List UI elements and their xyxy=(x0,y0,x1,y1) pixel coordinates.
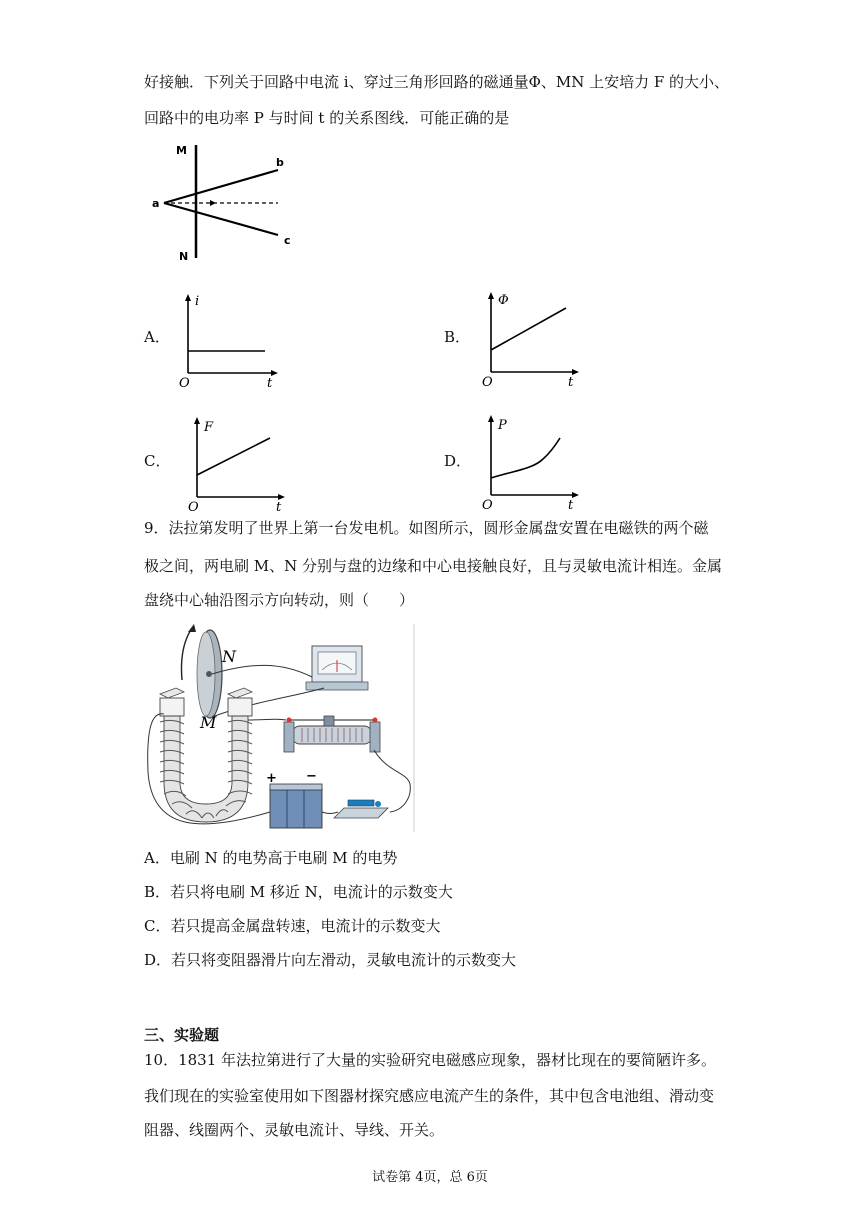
q9-text-line-2: 极之间，两电刷 M、N 分别与盘的边缘和中心电接触良好，且与灵敏电流计相连。金属 xyxy=(144,557,723,575)
q8-option-a-label[interactable]: A． xyxy=(144,328,170,346)
q8-option-c-ylabel: F xyxy=(204,420,214,435)
q9-fig-label-N: N xyxy=(222,647,236,666)
q8-option-d-xlabel: t xyxy=(568,498,574,513)
q8-option-a-xlabel: t xyxy=(267,376,273,391)
q9-option-d[interactable]: D．若只将变阻器滑片向左滑动，灵敏电流计的示数变大 xyxy=(144,951,517,969)
q8-fig-label-c: c xyxy=(284,234,291,247)
q8-option-c-origin: O xyxy=(188,500,199,515)
q8-option-d-ylabel: P xyxy=(498,418,507,433)
q8-text-line-1: 好接触．下列关于回路中电流 i、穿过三角形回路的磁通量Φ、MN 上安培力 F 的大小、 xyxy=(144,73,730,91)
q9-battery-minus: − xyxy=(306,769,317,784)
q9-text-line-3: 盘绕中心轴沿图示方向转动，则（ ） xyxy=(144,591,415,609)
q8-option-c-graph xyxy=(184,415,294,513)
q9-option-b[interactable]: B．若只将电刷 M 移近 N，电流计的示数变大 xyxy=(144,883,453,901)
q8-option-d-label[interactable]: D． xyxy=(444,452,472,470)
q9-generator-figure xyxy=(142,622,422,834)
q8-option-b-xlabel: t xyxy=(568,375,574,390)
page-footer: 试卷第 4页，总 6页 xyxy=(372,1170,488,1185)
section-title: 三、实验题 xyxy=(144,1026,220,1044)
q8-fig-label-a: a xyxy=(152,197,160,210)
q8-option-b-graph xyxy=(478,290,588,388)
q8-option-c-label[interactable]: C． xyxy=(144,452,171,470)
q8-fig-label-b: b xyxy=(276,156,284,169)
q8-option-d-graph xyxy=(478,413,588,511)
q10-text-line-1: 10．1831 年法拉第进行了大量的实验研究电磁感应现象，器材比现在的要简陋许多。 xyxy=(144,1051,717,1069)
q8-option-a-origin: O xyxy=(179,376,190,391)
q8-option-c-xlabel: t xyxy=(276,500,282,515)
q10-text-line-2: 我们现在的实验室使用如下图器材探究感应电流产生的条件，其中包含电池组、滑动变 xyxy=(144,1087,715,1105)
q8-option-d-origin: O xyxy=(482,498,493,513)
q8-option-b-origin: O xyxy=(482,375,493,390)
q9-battery-plus: + xyxy=(266,771,277,786)
q9-option-c[interactable]: C．若只提高金属盘转速，电流计的示数变大 xyxy=(144,917,441,935)
q8-option-b-label[interactable]: B． xyxy=(444,328,471,346)
q9-fig-label-M: M xyxy=(200,713,217,732)
q9-text-line-1: 9．法拉第发明了世界上第一台发电机。如图所示，圆形金属盘安置在电磁铁的两个磁 xyxy=(144,519,709,537)
q8-text-line-2: 回路中的电功率 P 与时间 t 的关系图线．可能正确的是 xyxy=(144,109,510,127)
q8-option-b-ylabel: Φ xyxy=(498,293,509,308)
q8-fig-label-M: M xyxy=(176,144,187,157)
q8-fig-label-N: N xyxy=(179,250,189,263)
q9-option-a[interactable]: A．电刷 N 的电势高于电刷 M 的电势 xyxy=(144,849,398,867)
q8-option-a-ylabel: i xyxy=(195,294,200,309)
q10-text-line-3: 阻器、线圈两个、灵敏电流计、导线、开关。 xyxy=(144,1121,445,1139)
q8-rails-figure xyxy=(150,140,310,265)
q8-option-a-graph xyxy=(175,293,285,391)
